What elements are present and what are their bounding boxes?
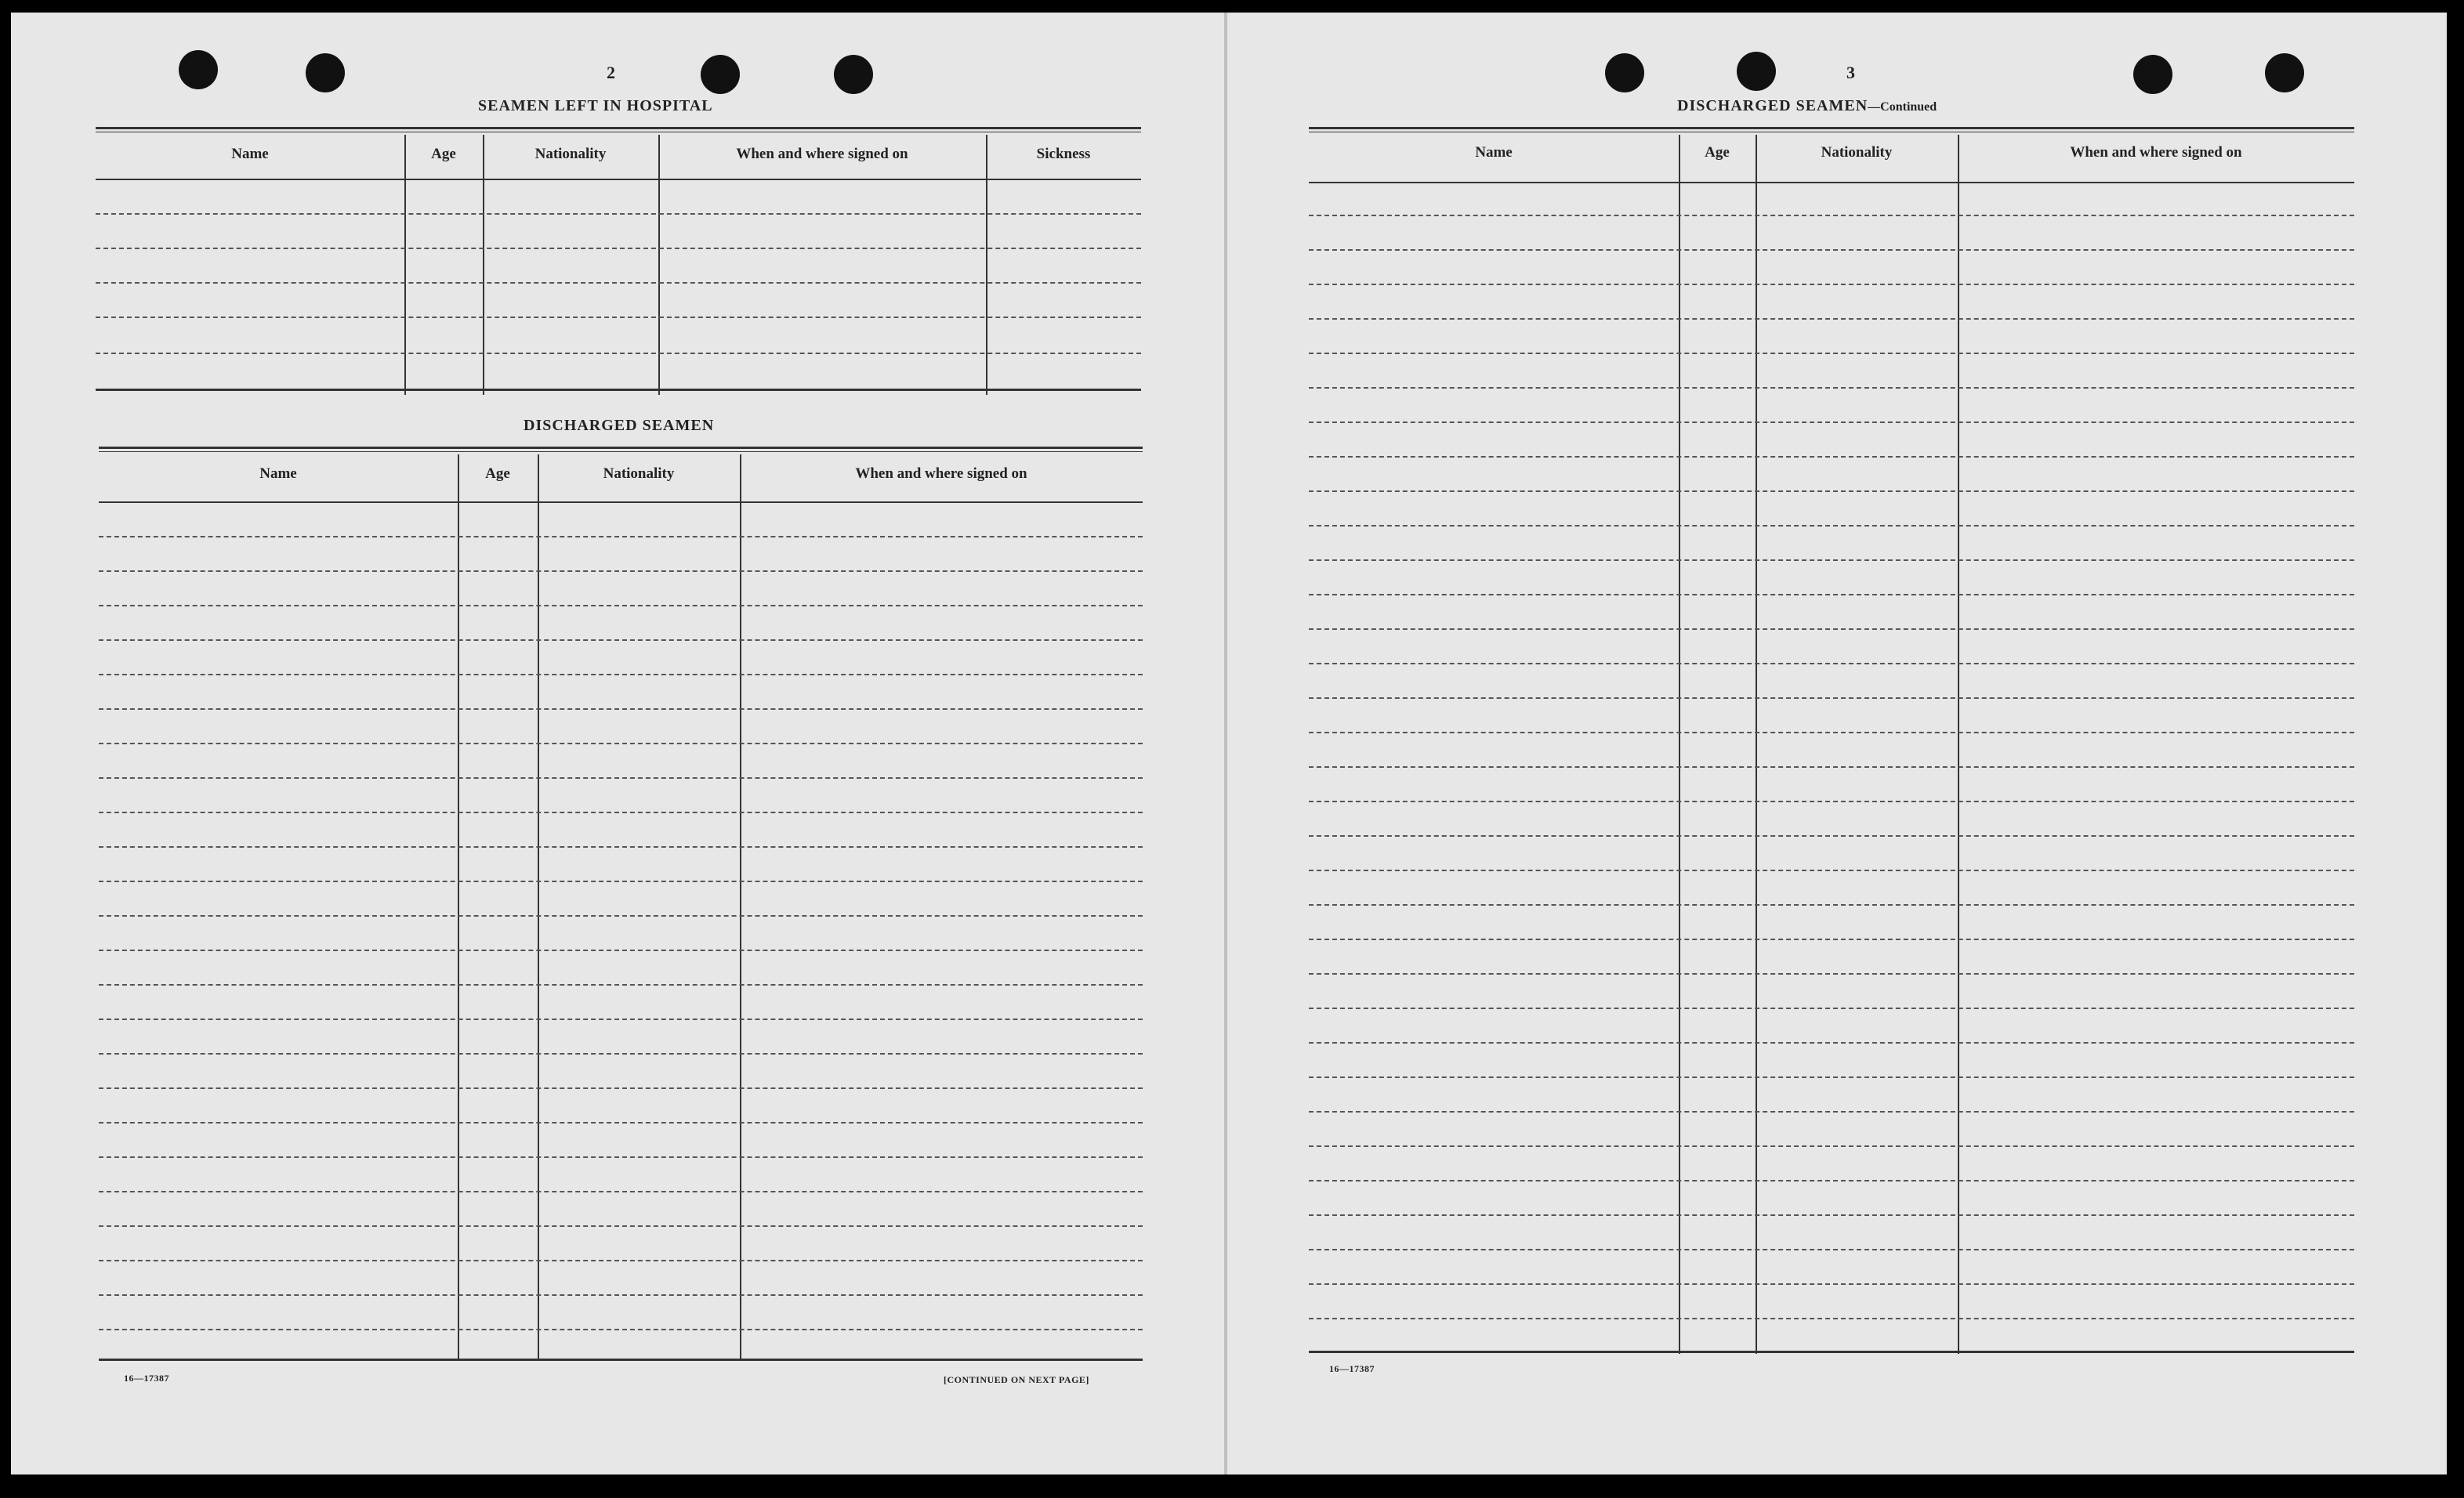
table-row <box>99 743 1143 744</box>
binder-hole <box>2265 53 2304 92</box>
table-row <box>99 674 1143 675</box>
table-row <box>96 317 1141 318</box>
table-row <box>99 1329 1143 1330</box>
column-header-age: Age <box>431 146 456 162</box>
continued-note: [CONTINUED ON NEXT PAGE] <box>944 1374 1089 1385</box>
table-row <box>99 881 1143 882</box>
table-row <box>99 708 1143 710</box>
table-row <box>1309 663 2354 664</box>
discharged-continued-title-text: DISCHARGED SEAMEN <box>1677 97 1868 114</box>
binder-hole <box>179 50 218 89</box>
binder-hole <box>1605 53 1644 92</box>
table-row <box>1309 973 2354 975</box>
table-row <box>1309 1008 2354 1009</box>
binder-hole <box>2133 55 2172 94</box>
table-row <box>99 777 1143 779</box>
table-row <box>1309 766 2354 768</box>
table-row <box>99 1294 1143 1296</box>
column-divider <box>483 135 484 395</box>
column-divider <box>740 454 741 1360</box>
table-header-rule <box>96 179 1141 180</box>
hospital-section-title: SEAMEN LEFT IN HOSPITAL <box>478 97 713 114</box>
table-row <box>1309 732 2354 733</box>
hospital-table <box>96 127 1141 396</box>
column-header-signed-on: When and where signed on <box>2070 144 2242 161</box>
table-row <box>1309 904 2354 906</box>
table-top-rule <box>1309 127 2354 132</box>
discharged-section-title: DISCHARGED SEAMEN <box>524 417 715 434</box>
discharged-continued-title <box>1677 97 1937 115</box>
column-header-signed-on: When and where signed on <box>736 146 908 162</box>
table-row <box>99 1156 1143 1158</box>
column-header-nationality: Nationality <box>603 465 675 482</box>
column-header-name: Name <box>231 146 269 162</box>
table-row <box>96 213 1141 215</box>
table-row <box>1309 628 2354 630</box>
binder-hole <box>834 55 873 94</box>
table-row <box>1309 1076 2354 1078</box>
table-row <box>99 812 1143 813</box>
table-row <box>96 282 1141 284</box>
table-row <box>99 950 1143 951</box>
table-row <box>1309 422 2354 423</box>
table-row <box>1309 1318 2354 1319</box>
table-row <box>99 605 1143 606</box>
table-header-rule <box>1309 182 2354 183</box>
table-row <box>99 639 1143 641</box>
table-row <box>1309 697 2354 699</box>
table-row <box>1309 835 2354 837</box>
table-row <box>1309 801 2354 802</box>
table-row <box>1309 387 2354 389</box>
table-top-rule <box>99 447 1143 452</box>
table-row <box>1309 1214 2354 1216</box>
left-form-number: 16—17387 <box>124 1373 169 1384</box>
discharged-table <box>99 447 1143 1365</box>
table-row <box>1309 456 2354 458</box>
column-header-sickness: Sickness <box>1036 146 1091 162</box>
binder-hole <box>306 53 345 92</box>
table-row <box>99 570 1143 572</box>
right-form-number: 16—17387 <box>1329 1363 1375 1374</box>
table-row <box>1309 215 2354 216</box>
table-row <box>99 1191 1143 1192</box>
column-header-name: Name <box>259 465 297 482</box>
table-bottom-rule <box>99 1359 1143 1361</box>
table-bottom-rule <box>96 389 1141 391</box>
table-row <box>1309 490 2354 492</box>
column-header-name: Name <box>1475 144 1513 161</box>
table-row <box>1309 939 2354 940</box>
table-row <box>99 1053 1143 1055</box>
discharged-continued-table <box>1309 127 2354 1357</box>
table-row <box>1309 1042 2354 1044</box>
page-fold <box>1224 13 1227 1474</box>
table-row <box>99 846 1143 848</box>
table-row <box>1309 525 2354 526</box>
table-row <box>96 248 1141 249</box>
column-header-nationality: Nationality <box>1821 144 1893 161</box>
table-row <box>1309 559 2354 561</box>
table-row <box>99 1019 1143 1020</box>
binder-hole <box>1737 52 1776 91</box>
column-divider <box>404 135 406 395</box>
table-row <box>1309 353 2354 354</box>
table-row <box>1309 594 2354 595</box>
table-row <box>1309 1249 2354 1250</box>
table-row <box>99 1122 1143 1124</box>
table-row <box>1309 318 2354 320</box>
table-row <box>1309 870 2354 871</box>
table-row <box>99 536 1143 537</box>
column-header-age: Age <box>485 465 510 482</box>
column-header-signed-on: When and where signed on <box>855 465 1027 482</box>
table-row <box>96 353 1141 354</box>
table-top-rule <box>96 127 1141 132</box>
table-bottom-rule <box>1309 1351 2354 1353</box>
table-row <box>99 984 1143 986</box>
binder-hole <box>701 55 740 94</box>
right-page-number: 3 <box>1846 63 1856 82</box>
left-page-number: 2 <box>607 63 616 82</box>
table-row <box>99 915 1143 917</box>
table-row <box>1309 284 2354 285</box>
column-header-nationality: Nationality <box>534 146 607 162</box>
table-row <box>1309 1145 2354 1147</box>
column-header-age: Age <box>1705 144 1730 161</box>
column-divider <box>986 135 987 395</box>
table-row <box>99 1260 1143 1261</box>
column-divider <box>458 454 459 1360</box>
table-row <box>1309 1180 2354 1181</box>
continued-suffix: —Continued <box>1868 100 1937 114</box>
table-row <box>1309 249 2354 251</box>
table-row <box>1309 1111 2354 1113</box>
table-header-rule <box>99 501 1143 503</box>
column-divider <box>538 454 539 1360</box>
table-row <box>99 1087 1143 1089</box>
column-divider <box>658 135 660 395</box>
table-row <box>1309 1283 2354 1285</box>
table-row <box>99 1225 1143 1227</box>
